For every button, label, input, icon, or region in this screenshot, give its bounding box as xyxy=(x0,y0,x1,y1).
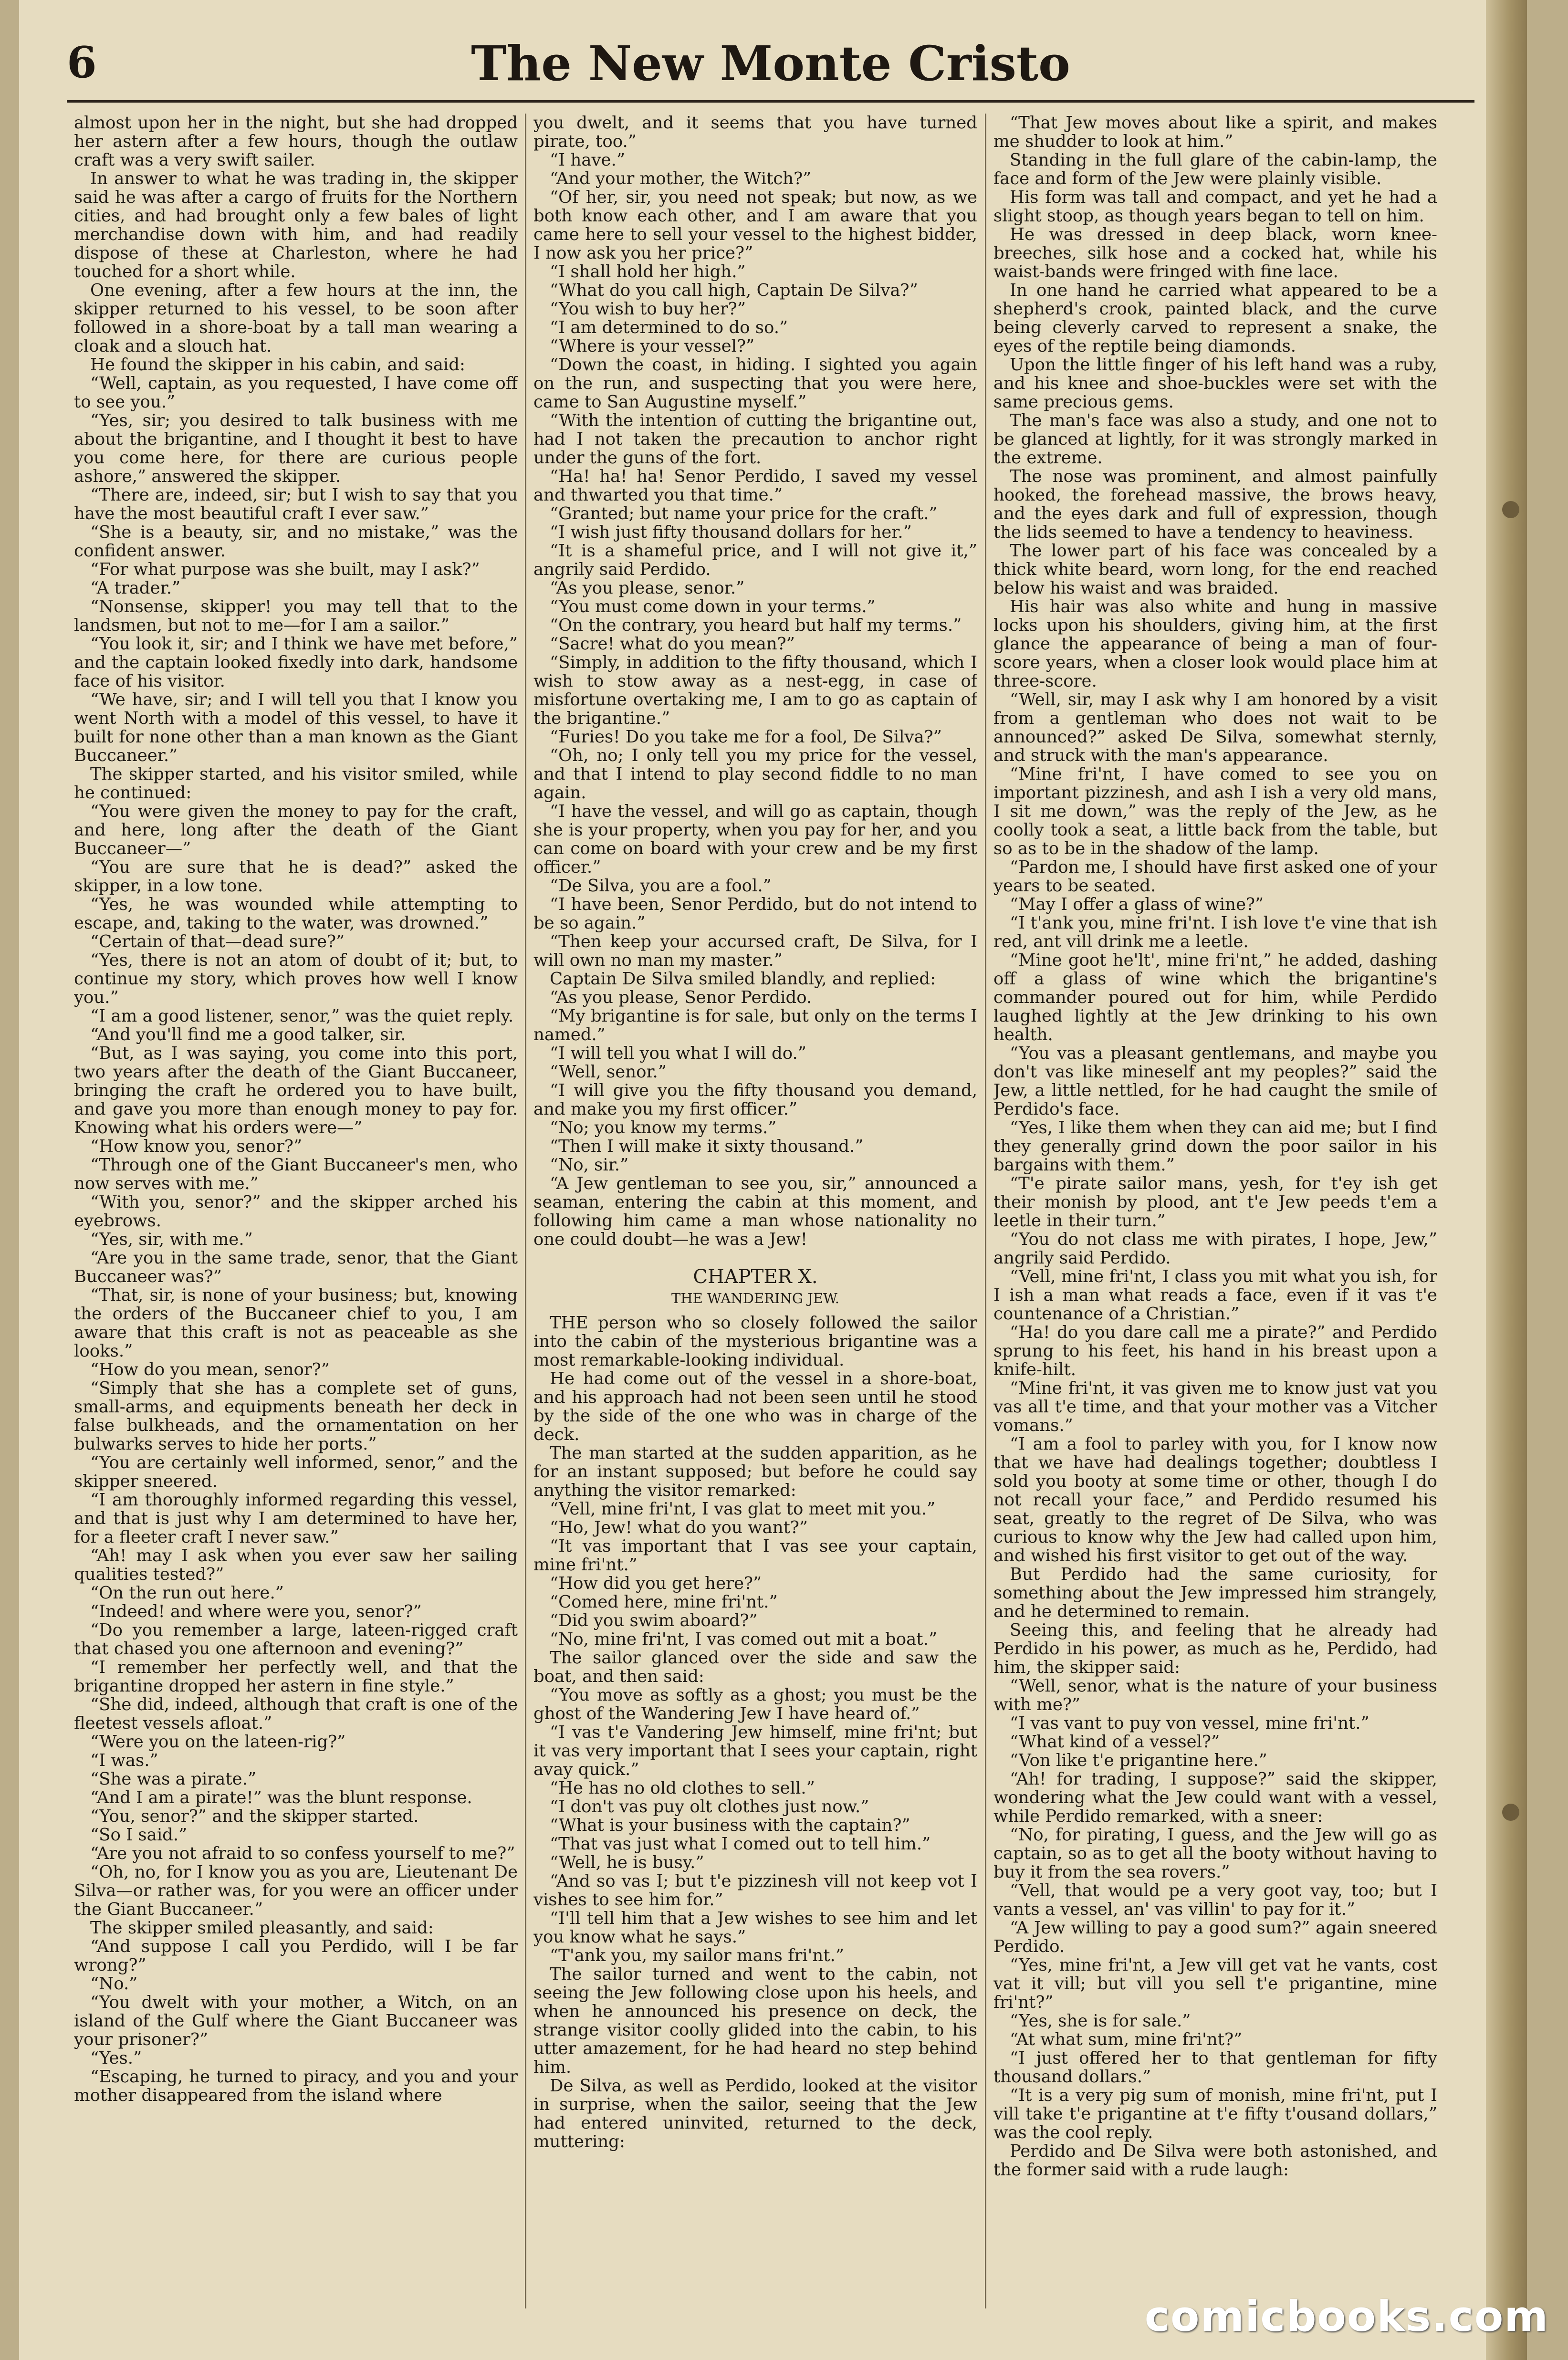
paragraph: “Granted; but name your price for the craft.” xyxy=(550,504,938,523)
paragraph: “I remember her perfectly well, and that the brigantine dropped her astern in fine style.” xyxy=(74,1658,518,1696)
paragraph: “I am a good listener, senor,” was the quiet reply. xyxy=(90,1006,514,1026)
paragraph: “I have the vessel, and will go as captain, though she is your property, when you pay for her, and you can come on board with your crew and be my first officer.” xyxy=(533,802,977,877)
paragraph: “I was.” xyxy=(90,1751,158,1770)
paragraph: The sailor glanced over the side and saw the boat, and then said: xyxy=(533,1648,977,1686)
paragraph: “I will tell you what I will do.” xyxy=(550,1044,806,1063)
paragraph: “Sacre! what do you mean?” xyxy=(550,634,795,654)
watermark: comicbooks.com xyxy=(1144,2292,1549,2341)
paragraph: “Yes, he was wounded while attempting to escape, and, taking to the water, was drowned.” xyxy=(74,895,518,933)
chapter-subtitle: THE WANDERING JEW. xyxy=(671,1290,839,1306)
document-page xyxy=(19,0,1527,2360)
binding-edge xyxy=(1486,0,1527,2360)
paragraph: “And your mother, the Witch?” xyxy=(550,169,812,188)
paragraph: Captain De Silva smiled blandly, and replied: xyxy=(550,969,936,989)
paragraph: “On the contrary, you heard but half my terms.” xyxy=(550,616,962,635)
paragraph: “On the run out here.” xyxy=(90,1583,284,1603)
paragraph: “You dwelt with your mother, a Witch, on an island of the Gulf where the Giant Buccaneer was your prisoner?” xyxy=(74,1993,518,2049)
paragraph: But Perdido had the same curiosity, for something about the Jew impressed him strangely, and he determined to remain. xyxy=(993,1565,1437,1621)
paragraph: “What kind of a vessel?” xyxy=(1010,1732,1220,1752)
paragraph: you dwelt, and it seems that you have turned pirate, too.” xyxy=(533,114,977,151)
paragraph: “De Silva, you are a fool.” xyxy=(550,876,772,896)
paragraph: “Mine fri'nt, it vas given me to know just vat you vas all t'e time, and that your mother vas a Vitcher vomans.” xyxy=(993,1378,1437,1435)
paragraph: “I don't vas puy olt clothes just now.” xyxy=(550,1797,869,1817)
paragraph: “Yes, she is for sale.” xyxy=(1010,2011,1191,2031)
paragraph: “Von like t'e prigantine here.” xyxy=(1010,1751,1267,1770)
paragraph: “She did, indeed, although that craft is one of the fleetest vessels afloat.” xyxy=(74,1695,518,1733)
paragraph: “You vas a pleasant gentlemans, and maybe you don't vas like mineself ant my peoples?” said the Jew, a little nettled, for he had caught the smile of Perdido's face. xyxy=(993,1044,1437,1119)
paragraph: “Oh, no; I only tell you my price for the vessel, and that I intend to play second fiddle to no man again. xyxy=(533,746,977,803)
paragraph: “Simply, in addition to the fifty thousand, which I wish to stow away as a nest-egg, in case of misfortune overtaking me, I am to go as captain of the brigantine.” xyxy=(533,653,977,728)
paragraph: THE person who so closely followed the sailor into the cabin of the mysterious brigantine was a most remarkable-looking individual. xyxy=(533,1313,977,1370)
paragraph: “That vas just what I comed out to tell him.” xyxy=(550,1834,931,1854)
text-column-1 xyxy=(74,114,518,2308)
paragraph: Seeing this, and feeling that he already had Perdido in his power, as much as he, Perdido, had him, the skipper said: xyxy=(993,1620,1437,1677)
paragraph: “But, as I was saying, you come into this port, two years after the death of the Giant Buccaneer, bringing the craft he ordered you to have built, and gave you more than enough money to pay for. Knowing what his orders were—” xyxy=(74,1044,518,1138)
paragraph: “Then keep your accursed craft, De Silva, for I will own no man my master.” xyxy=(533,932,977,970)
paragraph: “So I said.” xyxy=(90,1825,188,1845)
paragraph: “Simply that she has a complete set of guns, small-arms, and equipments beneath her deck in false bulkheads, and the ornamentation on her bulwarks serves to hide her ports.” xyxy=(74,1378,518,1454)
paragraph: “My brigantine is for sale, but only on the terms I named.” xyxy=(533,1006,977,1044)
paragraph: One evening, after a few hours at the inn, the skipper returned to his vessel, to be soon after followed in a shore-boat by a tall man wearing a cloak and a slouch hat. xyxy=(74,281,518,356)
paragraph: “No; you know my terms.” xyxy=(550,1118,777,1138)
paragraph: He found the skipper in his cabin, and said: xyxy=(90,355,465,375)
paragraph: The lower part of his face was concealed by a thick white beard, worn long, for the end reached below his waist and was braided. xyxy=(993,541,1437,598)
paragraph: “With you, senor?” and the skipper arched his eyebrows. xyxy=(74,1192,518,1231)
paragraph: “I have been, Senor Perdido, but do not intend to be so again.” xyxy=(533,895,977,933)
paragraph: “May I offer a glass of wine?” xyxy=(1010,895,1264,914)
paragraph: “I vas t'e Vandering Jew himself, mine fri'nt; but it vas very important that I sees your captain, right avay quick.” xyxy=(533,1723,977,1779)
paragraph: “A Jew gentleman to see you, sir,” announced a seaman, entering the cabin at this moment, and following him came a man whose nationality no one could doubt—he was a Jew! xyxy=(533,1174,977,1249)
paragraph: “Vell, mine fri'nt, I class you mit what you ish, for I ish a man what reads a face, even if it vas t'e countenance of a Christian.” xyxy=(993,1267,1437,1324)
paragraph: “Ah! for trading, I suppose?” said the skipper, wondering what the Jew could want with a vessel, while Perdido remarked, with a sneer: xyxy=(993,1769,1437,1826)
paragraph: “At what sum, mine fri'nt?” xyxy=(1010,2030,1243,2049)
paragraph: De Silva, as well as Perdido, looked at the visitor in surprise, when the sailor, seeing that the Jew had entered uninvited, returned to the deck, muttering: xyxy=(533,2076,977,2151)
paragraph: “That Jew moves about like a spirit, and makes me shudder to look at him.” xyxy=(993,114,1437,151)
paragraph: “He has no old clothes to sell.” xyxy=(550,1778,815,1798)
paragraph: “No.” xyxy=(90,1974,138,1994)
paragraph: “Ha! do you dare call me a pirate?” and Perdido sprung to his feet, his hand in his breast upon a knife-hilt. xyxy=(993,1323,1437,1379)
paragraph: “A Jew willing to pay a good sum?” again sneered Perdido. xyxy=(993,1918,1437,1956)
paragraph: “I vas vant to puy von vessel, mine fri'nt.” xyxy=(1010,1713,1369,1733)
paragraph: “What is your business with the captain?” xyxy=(550,1816,910,1835)
paragraph: “Nonsense, skipper! you may tell that to the landsmen, but not to me—for I am a sailor.” xyxy=(74,597,518,635)
paragraph: “T'ank you, my sailor mans fri'nt.” xyxy=(550,1946,844,1965)
paragraph: “Yes, mine fri'nt, a Jew vill get vat he vants, cost vat it vill; but vill you sell t'e prigantine, mine fri'nt?” xyxy=(993,1955,1437,2012)
paragraph: The man started at the sudden apparition, as he for an instant supposed; but before he could say anything the visitor remarked: xyxy=(533,1443,977,1500)
paragraph: “You, senor?” and the skipper started. xyxy=(90,1807,419,1826)
paragraph: “Well, senor, what is the nature of your business with me?” xyxy=(993,1676,1437,1714)
paragraph: “Were you on the lateen-rig?” xyxy=(90,1732,346,1752)
paragraph: “How know you, senor?” xyxy=(90,1137,303,1156)
paragraph: He had come out of the vessel in a shore-boat, and his approach had not been seen until he stood by the side of the one who was in charge of the deck. xyxy=(533,1369,977,1444)
binding-hole xyxy=(1502,1804,1519,1821)
paragraph: “And so vas I; but t'e pizzinesh vill not keep vot I vishes to see him for.” xyxy=(533,1871,977,1910)
paragraph: “No, mine fri'nt, I vas comed out mit a boat.” xyxy=(550,1629,937,1649)
paragraph: “Ho, Jew! what do you want?” xyxy=(550,1518,808,1537)
paragraph: Perdido and De Silva were both astonished, and the former said with a rude laugh: xyxy=(993,2141,1437,2180)
paragraph: “As you please, senor.” xyxy=(550,578,745,598)
paragraph: “Yes, I like them when they can aid me; but I find they generally grind down the poor sailor in his bargains with them.” xyxy=(993,1118,1437,1175)
paragraph: “You do not class me with pirates, I hope, Jew,” angrily said Perdido. xyxy=(993,1230,1437,1268)
paragraph: “I wish just fifty thousand dollars for her.” xyxy=(550,522,912,542)
paragraph: “Do you remember a large, lateen-rigged craft that chased you one afternoon and evening?” xyxy=(74,1620,518,1659)
text-column-3 xyxy=(993,114,1437,2308)
paragraph: “That, sir, is none of your business; but, knowing the orders of the Buccaneer chief to you, I am aware that this craft is not as peaceable as she looks.” xyxy=(74,1285,518,1361)
page-number: 6 xyxy=(67,37,97,88)
paragraph: “Well, senor.” xyxy=(550,1062,667,1082)
paragraph: “Vell, that would pe a very goot vay, too; but I vants a vessel, an' vas villin' to pay for it.” xyxy=(993,1881,1437,1919)
paragraph: The sailor turned and went to the cabin, not seeing the Jew following close upon his heels, and when he announced his presence on deck, the strange visitor coolly glided into the cabin, to his utter amazement, for he had heard no step behind him. xyxy=(533,1964,977,2077)
paragraph: His form was tall and compact, and yet he had a slight stoop, as though years began to tell on him. xyxy=(993,188,1437,226)
paragraph: “Ha! ha! ha! Senor Perdido, I saved my vessel and thwarted you that time.” xyxy=(533,467,977,505)
paragraph: In one hand he carried what appeared to be a shepherd's crook, painted black, and the curve being cleverly carved to represent a snake, the eyes of the reptile being diamonds. xyxy=(993,281,1437,356)
paragraph: “How did you get here?” xyxy=(550,1574,762,1593)
text-column-2 xyxy=(533,114,977,2308)
paragraph: “Well, he is busy.” xyxy=(550,1853,704,1872)
paragraph: “I am thoroughly informed regarding this vessel, and that is just why I am determined to have her, for a fleeter craft I never saw.” xyxy=(74,1490,518,1547)
paragraph: “A trader.” xyxy=(90,578,181,598)
paragraph: “I am a fool to parley with you, for I know now that we have had dealings together; doubtless I sold you booty at some time or other, though I do not recall your face,” and Perdido resumed his seat, greatly to the regret of De Silva, who was curious to know why the Jew had called upon him, and wished his first visitor to get out of the way. xyxy=(993,1434,1437,1566)
paragraph: He was dressed in deep black, worn knee-breeches, silk hose and a cocked hat, while his waist-bands were fringed with fine lace. xyxy=(993,225,1437,282)
paragraph: “Comed here, mine fri'nt.” xyxy=(550,1592,778,1612)
paragraph: “No, sir.” xyxy=(550,1155,629,1175)
paragraph: “Indeed! and where were you, senor?” xyxy=(90,1602,422,1621)
paragraph: “Pardon me, I should have first asked one of your years to be seated. xyxy=(993,857,1437,896)
paragraph: “Mine goot he'lt', mine fri'nt,” he added, dashing off a glass of wine which the brigantine's commander poured out for him, while Perdido laughed lightly at the Jew drinking to his own health. xyxy=(993,950,1437,1044)
paragraph: “I am determined to do so.” xyxy=(550,318,788,337)
paragraph: “Escaping, he turned to piracy, and you and your mother disappeared from the island where xyxy=(74,2067,518,2105)
paragraph: “Ah! may I ask when you ever saw her sailing qualities tested?” xyxy=(74,1546,518,1584)
running-title: The New Monte Cristo xyxy=(471,35,1070,92)
paragraph: “You look it, sir; and I think we have met before,” and the captain looked fixedly into dark, handsome face of his visitor. xyxy=(74,634,518,691)
column-divider xyxy=(525,114,526,2308)
paragraph: “Furies! Do you take me for a fool, De Silva?” xyxy=(550,727,942,747)
paragraph: “With the intention of cutting the brigantine out, had I not taken the precaution to anchor right under the guns of the fort. xyxy=(533,411,977,468)
paragraph: The skipper smiled pleasantly, and said: xyxy=(90,1918,434,1938)
paragraph: “As you please, Senor Perdido. xyxy=(550,988,812,1007)
paragraph: “It vas important that I vas see your captain, mine fri'nt.” xyxy=(533,1536,977,1575)
paragraph: “Vell, mine fri'nt, I vas glat to meet mit you.” xyxy=(550,1499,936,1519)
paragraph: “Of her, sir, you need not speak; but now, as we both know each other, and I am aware that you came here to sell your vessel to the highest bidder, I now ask you her price?” xyxy=(533,188,977,263)
paragraph: “Are you in the same trade, senor, that the Giant Buccaneer was?” xyxy=(74,1248,518,1286)
paragraph: “Yes, sir; you desired to talk business with me about the brigantine, and I thought it best to have you come here, for there are curious people ashore,” answered the skipper. xyxy=(74,411,518,486)
paragraph: The man's face was also a study, and one not to be glanced at lightly, for it was strongly marked in the extreme. xyxy=(993,411,1437,468)
paragraph: “T'e pirate sailor mans, yesh, for t'ey ish get their monish by plood, ant t'e Jew peeds t'em a leetle in their turn.” xyxy=(993,1174,1437,1231)
paragraph: “There are, indeed, sir; but I wish to say that you have the most beautiful craft I ever saw.” xyxy=(74,485,518,523)
paragraph: “You are sure that he is dead?” asked the skipper, in a low tone. xyxy=(74,857,518,896)
binding-hole xyxy=(1502,501,1519,518)
column-divider xyxy=(985,114,986,2308)
paragraph: “And I am a pirate!” was the blunt response. xyxy=(90,1788,472,1807)
paragraph: “You must come down in your terms.” xyxy=(550,597,876,616)
paragraph: “What do you call high, Captain De Silva?” xyxy=(550,281,918,300)
paragraph: “Well, captain, as you requested, I have come off to see you.” xyxy=(74,374,518,412)
chapter-heading: CHAPTER X. xyxy=(693,1266,818,1288)
paragraph: “You wish to buy her?” xyxy=(550,299,746,319)
paragraph: “I have.” xyxy=(550,150,625,170)
paragraph: “I t'ank you, mine fri'nt. I ish love t'e vine that ish red, ant vill drink me a leetle. xyxy=(993,913,1437,951)
paragraph: “Mine fri'nt, I have comed to see you on important pizzinesh, and ash I ish a very old mans, I sit me down,” was the reply of the Jew, as he coolly took a seat, a little back from the table, but so as to be in the shadow of the lamp. xyxy=(993,764,1437,858)
paragraph: “No, for pirating, I guess, and the Jew will go as captain, so as to get all the booty without having to buy it from the sea rovers.” xyxy=(993,1825,1437,1882)
paragraph: “It is a very pig sum of monish, mine fri'nt, put I vill take t'e prigantine at t'e fifty t'ousand dollars,” was the cool reply. xyxy=(993,2086,1437,2142)
paragraph: “You are certainly well informed, senor,” and the skipper sneered. xyxy=(74,1453,518,1491)
paragraph: “She was a pirate.” xyxy=(90,1769,257,1789)
paragraph: “I'll tell him that a Jew wishes to see him and let you know what he says.” xyxy=(533,1909,977,1947)
page-header xyxy=(67,29,1474,103)
paragraph: In answer to what he was trading in, the skipper said he was after a cargo of fruits for the Northern cities, and had brought only a few bales of light merchandise down with him, and had readily dispose of these at Charleston, where he had touched for a short while. xyxy=(74,169,518,282)
paragraph: almost upon her in the night, but she had dropped her astern after a few hours, though the outlaw craft was a very swift sailer. xyxy=(74,114,518,170)
paragraph: “Are you not afraid to so confess yourself to me?” xyxy=(90,1844,515,1863)
paragraph: “Did you swim aboard?” xyxy=(550,1611,758,1630)
paragraph: “Well, sir, may I ask why I am honored by a visit from a gentleman who does not wait to be announced?” asked De Silva, somewhat sternly, and struck with the man's appearance. xyxy=(993,690,1437,765)
paragraph: “Down the coast, in hiding. I sighted you again on the run, and suspecting that you were here, came to San Augustine myself.” xyxy=(533,355,977,412)
paragraph: The nose was prominent, and almost painfully hooked, the forehead massive, the brows heavy, and the eyes dark and full of expression, though the lids seemed to have a tendency to heaviness. xyxy=(993,467,1437,542)
paragraph: “Where is your vessel?” xyxy=(550,336,755,356)
paragraph: “Yes.” xyxy=(90,2048,142,2068)
paragraph: “And you'll find me a good talker, sir. xyxy=(90,1025,406,1044)
paragraph: “How do you mean, senor?” xyxy=(90,1360,330,1379)
paragraph: “It is a shameful price, and I will not give it,” angrily said Perdido. xyxy=(533,541,977,579)
paragraph: The skipper started, and his visitor smiled, while he continued: xyxy=(74,764,518,803)
paragraph: “And suppose I call you Perdido, will I be far wrong?” xyxy=(74,1937,518,1975)
paragraph: “We have, sir; and I will tell you that I know you went North with a model of this vessel, to have it built for none other than a man known as the Giant Buccaneer.” xyxy=(74,690,518,765)
paragraph: “Then I will make it sixty thousand.” xyxy=(550,1137,864,1156)
paragraph: “You were given the money to pay for the craft, and here, long after the death of the Giant Buccaneer—” xyxy=(74,802,518,858)
paragraph: “Oh, no, for I know you as you are, Lieutenant De Silva—or rather was, for you were an officer under the Giant Buccaneer.” xyxy=(74,1862,518,1919)
paragraph: “I just offered her to that gentleman for fifty thousand dollars.” xyxy=(993,2048,1437,2087)
paragraph: “Through one of the Giant Buccaneer's men, who now serves with me.” xyxy=(74,1155,518,1193)
paragraph: Upon the little finger of his left hand was a ruby, and his knee and shoe-buckles were set with the same precious gems. xyxy=(993,355,1437,412)
paragraph: Standing in the full glare of the cabin-lamp, the face and form of the Jew were plainly visible. xyxy=(993,150,1437,188)
paragraph: “For what purpose was she built, may I ask?” xyxy=(90,560,480,579)
paragraph: “Yes, sir, with me.” xyxy=(90,1230,253,1249)
paragraph: “I shall hold her high.” xyxy=(550,262,746,282)
paragraph: His hair was also white and hung in massive locks upon his shoulders, giving him, at the first glance the appearance of being a man of four-score years, when a closer look would place him at three-score. xyxy=(993,597,1437,691)
paragraph: “You move as softly as a ghost; you must be the ghost of the Wandering Jew I have heard of.” xyxy=(533,1685,977,1723)
paragraph: “I will give you the fifty thousand you demand, and make you my first officer.” xyxy=(533,1081,977,1119)
paragraph: “She is a beauty, sir, and no mistake,” was the confident answer. xyxy=(74,522,518,561)
paragraph: “Certain of that—dead sure?” xyxy=(90,932,345,951)
paragraph: “Yes, there is not an atom of doubt of it; but, to continue my story, which proves how well I know you.” xyxy=(74,950,518,1007)
